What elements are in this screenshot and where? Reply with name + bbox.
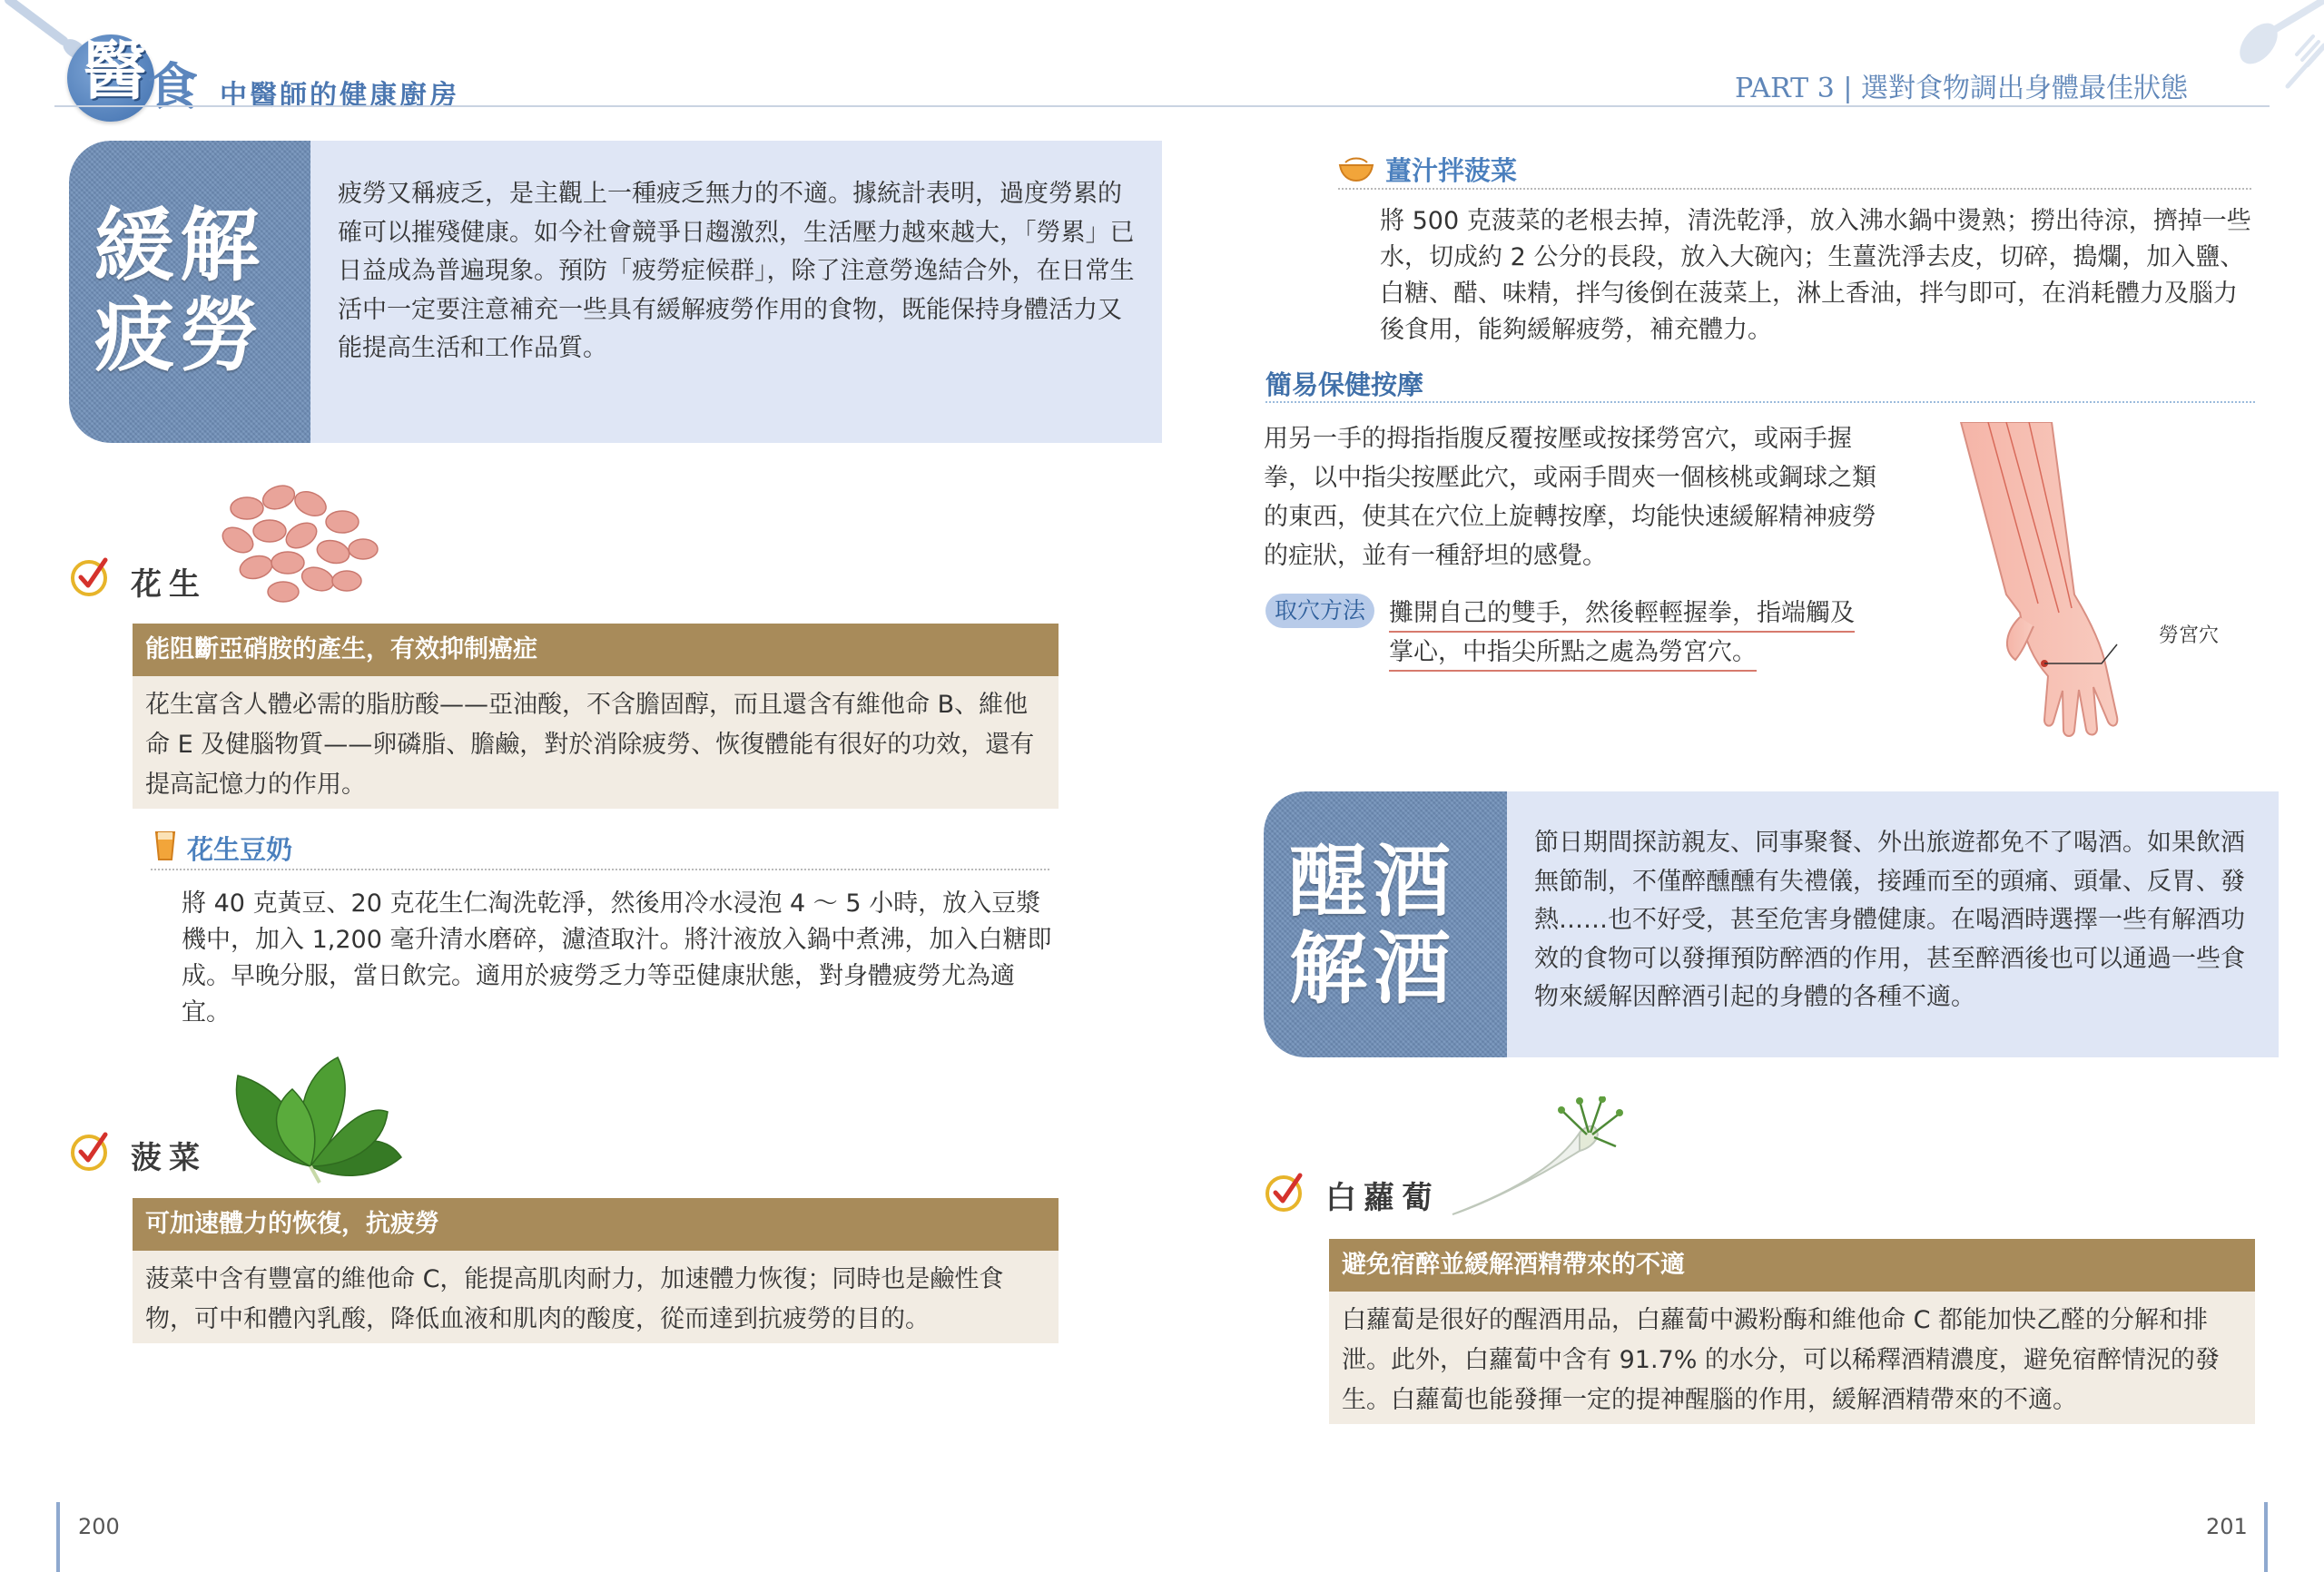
checkmark-icon <box>1264 1171 1305 1213</box>
page-bar-right <box>2264 1502 2268 1572</box>
checkmark-icon <box>69 555 111 597</box>
page-number-right: 201 <box>2206 1514 2248 1539</box>
topic-body-hangover: 節日期間探訪親友、同事聚餐、外出旅遊都免不了喝酒。如果飲酒無節制，不僅醉醺醺有失禮儀，接踵而至的頭痛、頭暈、反胃、發熱……也不好受，甚至危害身體健康。在喝酒時選擇一些有解酒功效的食物可以發揮預防醉酒的作用，甚至醉酒後也可以通過一些食物來緩解因醉酒引起的身體的各種不適。 <box>1534 829 2245 1011</box>
topic-title-fatigue: 緩解 疲勞 <box>94 198 266 382</box>
acupoint-label: 勞宮穴 <box>2159 624 2220 647</box>
massage-section-title: 簡易保健按摩 <box>1265 369 1424 400</box>
food-name-peanut: 花生 <box>131 566 207 603</box>
massage-rule <box>1265 401 2255 403</box>
bowl-icon <box>1338 154 1374 182</box>
series-title: 中醫師的健康廚房 <box>220 80 459 112</box>
benefit-title-peanut: 能阻斷亞硝胺的產生，有效抑制癌症 <box>133 624 1059 676</box>
method-label-pill: 取穴方法 <box>1265 594 1374 628</box>
drink-cup-icon <box>154 830 176 861</box>
recipe-rule <box>151 869 1049 870</box>
method-line-2: 掌心，中指尖所點之處為勞宮穴。 <box>1389 635 1757 672</box>
peanut-illustration <box>211 472 383 608</box>
benefit-title-spinach: 可加速體力的恢復，抗疲勞 <box>133 1198 1059 1251</box>
topic-title-hangover: 醒酒 解酒 <box>1289 836 1456 1016</box>
forearm-hand-illustration <box>1952 422 2224 740</box>
page-number-left: 200 <box>78 1514 120 1539</box>
method-text <box>1389 594 1855 672</box>
topic-box-hangover <box>1264 791 2279 1057</box>
benefit-body-white-radish: 白蘿蔔是很好的醒酒用品，白蘿蔔中澱粉酶和維他命 C 都能加快乙醛的分解和排泄。此外，白蘿蔔中含有 91.7% 的水分，可以稀釋酒精濃度，避免宿醉情況的發生。白蘿蔔也能發揮一定的提神醒腦的作用，緩解酒精帶來的不適。 <box>1329 1292 2255 1424</box>
recipe-title-ginger-spinach: 薑汁拌菠菜 <box>1385 155 1518 186</box>
white-radish-illustration <box>1443 1096 1625 1219</box>
page-bar-left <box>56 1502 60 1572</box>
cutlery-decoration-right <box>2188 0 2324 100</box>
benefit-body-spinach: 菠菜中含有豐富的維他命 C，能提高肌肉耐力，加速體力恢復；同時也是鹼性食物，可中和體內乳酸，降低血液和肌肉的酸度，從而達到抗疲勞的目的。 <box>133 1251 1059 1343</box>
part-title: PART 3 | 選對食物調出身體最佳狀態 <box>1735 73 2188 104</box>
recipe-rule <box>1338 188 2251 190</box>
recipe-title-peanut-soymilk: 花生豆奶 <box>187 834 293 865</box>
benefit-title-white-radish: 避免宿醉並緩解酒精帶來的不適 <box>1329 1239 2255 1292</box>
recipe-body-peanut-soymilk: 將 40 克黃豆、20 克花生仁淘洗乾淨，然後用冷水浸泡 4 ～ 5 小時，放入豆漿機中，加入 1,200 毫升清水磨碎，濾渣取汁。將汁液放入鍋中煮沸，加入白糖即成。早晚分服，當日飲完。適用於疲勞乏力等亞健康狀態，對身體疲勞尤為適宜。 <box>182 889 1052 1027</box>
logo-char-shi: 食 <box>147 57 198 117</box>
recipe-body-ginger-spinach: 將 500 克菠菜的老根去掉，清洗乾淨，放入沸水鍋中燙熟；撈出待涼，擠掉一些水，切成約 2 公分的長段，放入大碗內；生薑洗淨去皮，切碎，搗爛，加入鹽、白糖、醋、味精，拌勻後倒在菠菜上，淋上香油，拌勻即可，在消耗體力及腦力後食用，能夠緩解疲勞，補充體力。 <box>1380 207 2251 344</box>
spinach-illustration <box>211 1048 406 1184</box>
logo-char-yi: 醫 <box>83 33 146 108</box>
checkmark-icon <box>69 1130 111 1172</box>
topic-box-fatigue <box>69 141 1162 443</box>
massage-body: 用另一手的拇指指腹反覆按壓或按揉勞宮穴，或兩手握拳，以中指尖按壓此穴，或兩手間夾一個核桃或鋼球之類的東西，使其在穴位上旋轉按摩，均能快速緩解精神疲勞的症狀，並有一種舒坦的感覺。 <box>1264 425 1876 570</box>
header-rule <box>54 105 2270 107</box>
food-name-spinach: 菠菜 <box>131 1140 207 1176</box>
topic-body-fatigue: 疲勞又稱疲乏，是主觀上一種疲乏無力的不適。據統計表明，過度勞累的確可以摧殘健康。如今社會競爭日趨激烈，生活壓力越來越大，「勞累」已日益成為普遍現象。預防「疲勞症候群」，除了注意勞逸結合外，在日常生活中一定要注意補充一些具有緩解疲勞作用的食物，既能保持身體活力又能提高生活和工作品質。 <box>338 180 1135 362</box>
benefit-body-peanut: 花生富含人體必需的脂肪酸——亞油酸，不含膽固醇，而且還含有維他命 B、維他命 E 及健腦物質——卵磷脂、膽鹼，對於消除疲勞、恢復體能有很好的功效，還有提高記憶力的作用。 <box>133 676 1059 809</box>
method-line-1: 攤開自己的雙手，然後輕輕握拳，指端觸及 <box>1389 596 1855 633</box>
food-name-white-radish: 白蘿蔔 <box>1325 1180 1440 1216</box>
